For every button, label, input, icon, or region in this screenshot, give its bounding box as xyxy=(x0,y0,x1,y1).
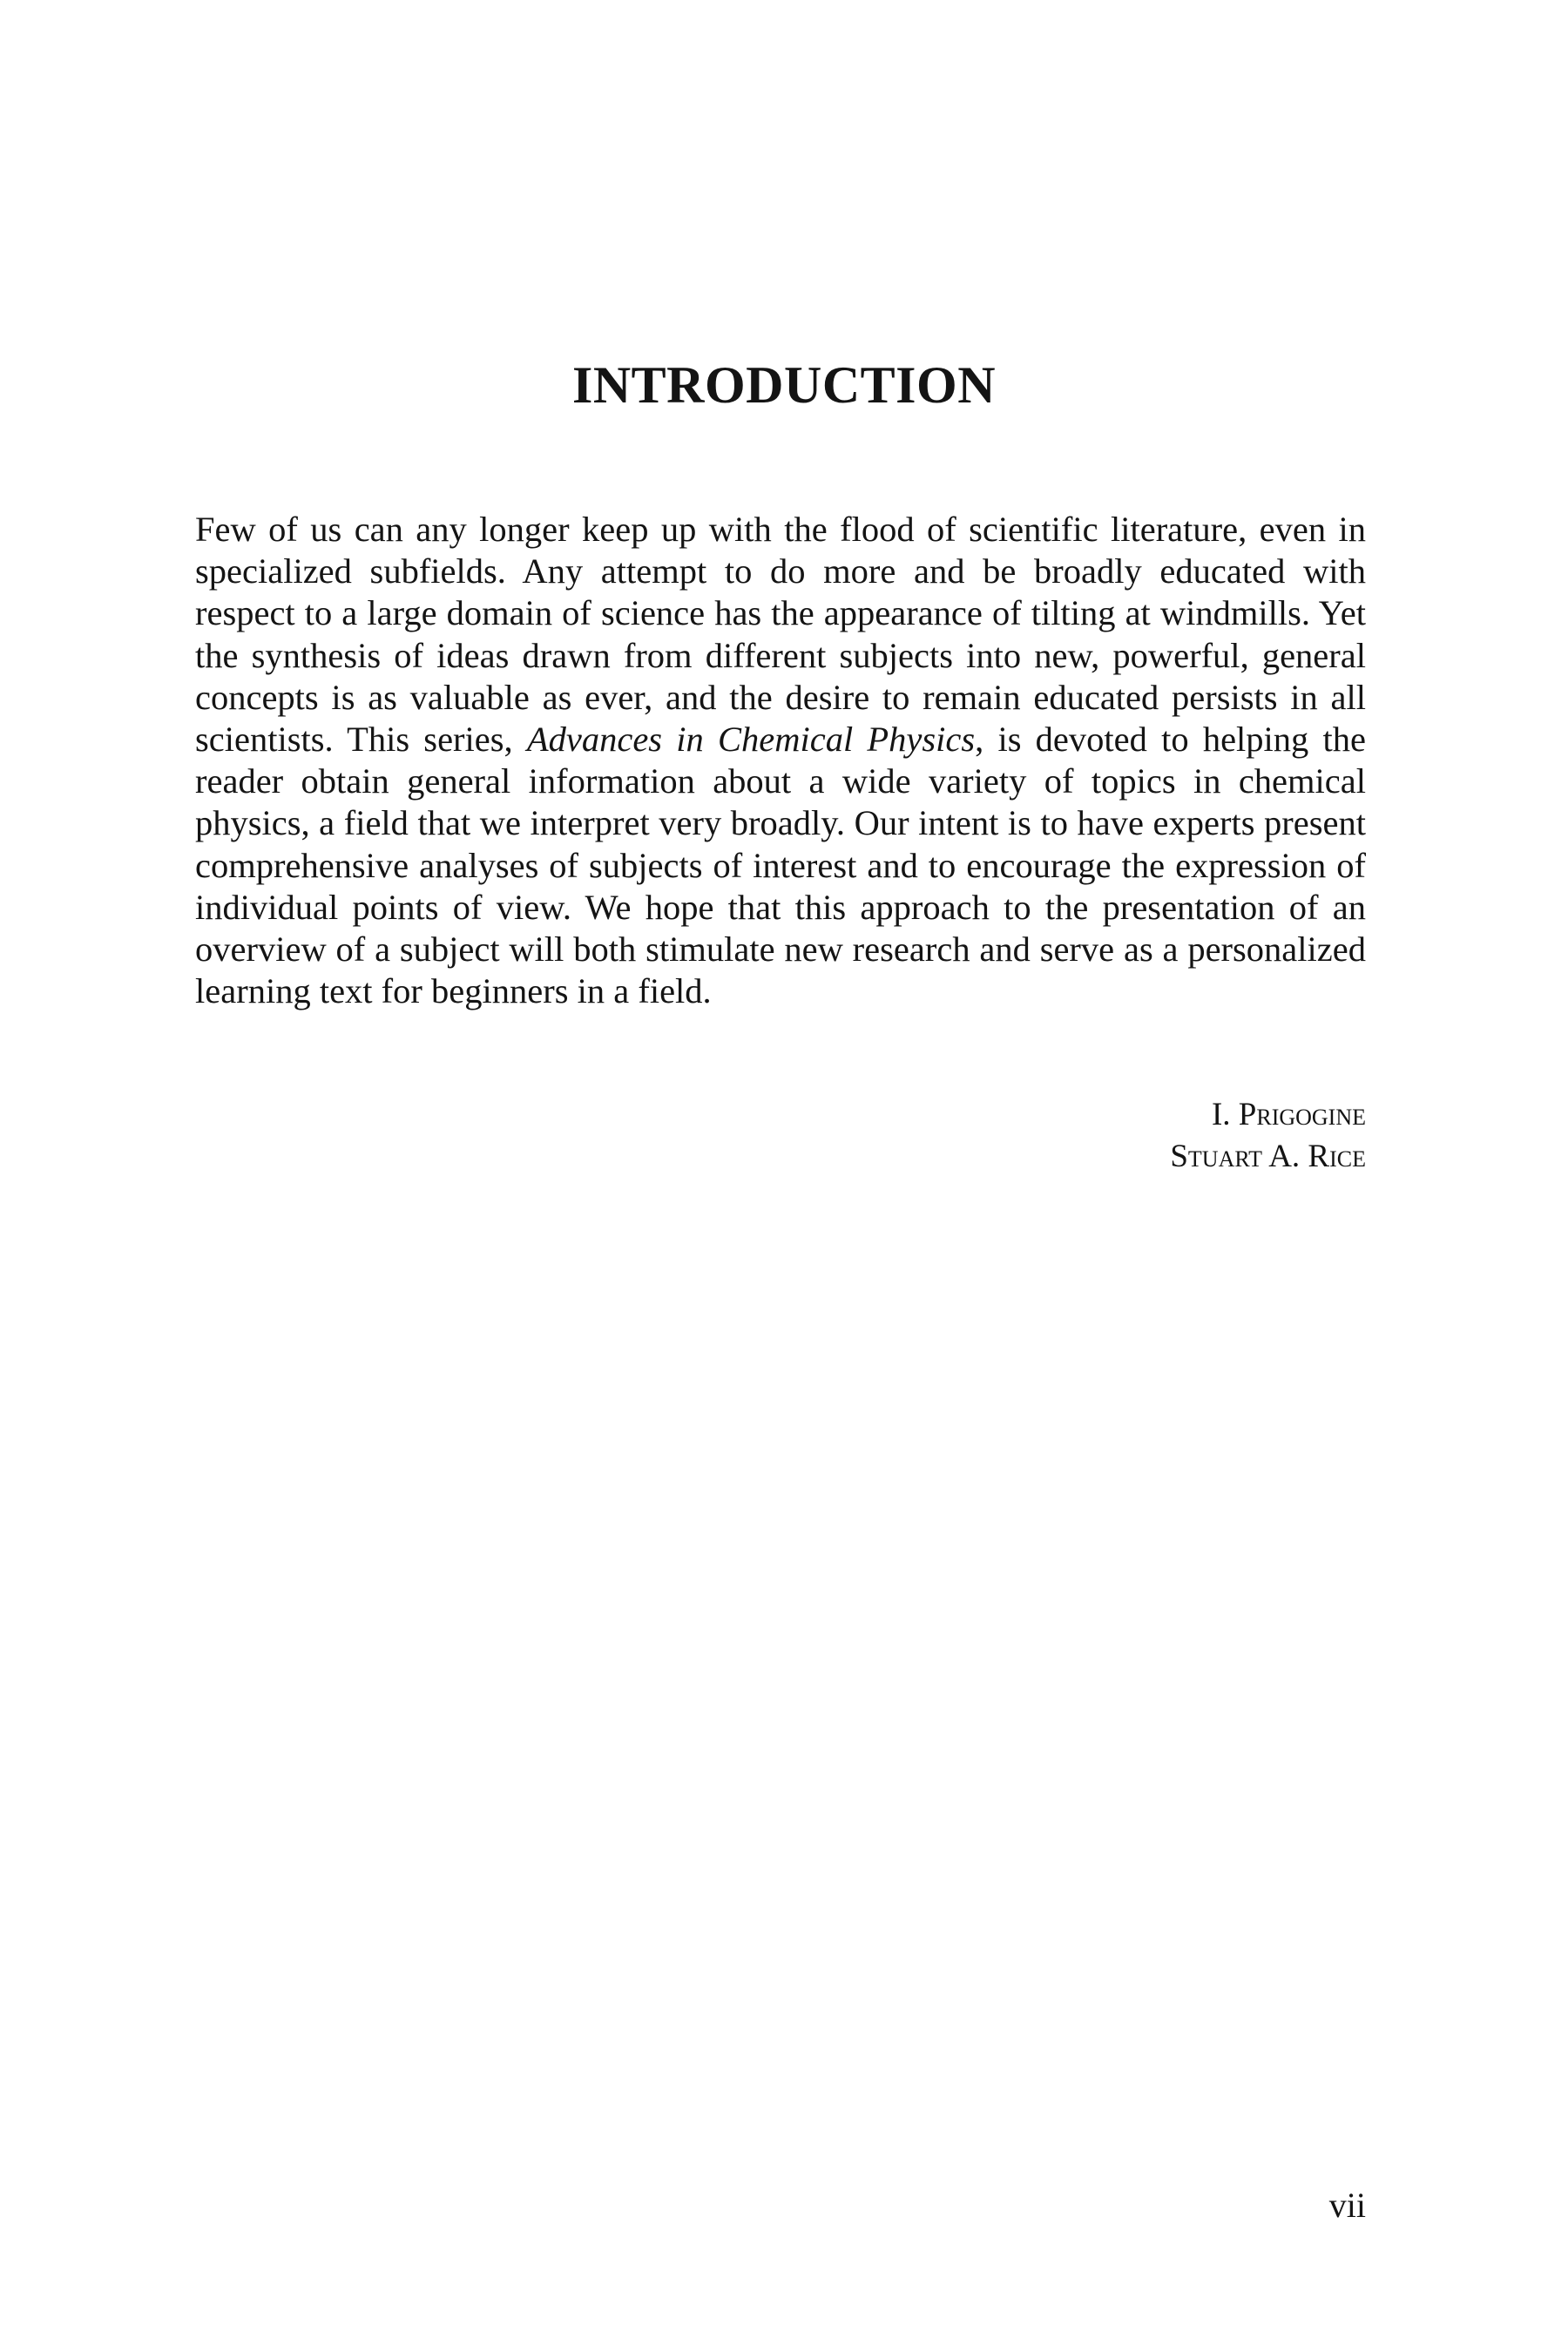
paragraph-text-part-2: , is devoted to helping the reader obtain general information about a wide variety of topics in chemical physics, a field that we interpret very broadly. Our intent is to have experts present comprehensive analyses of subjects of interest and to encourage the expression of individual points of view. We hope that this approach to the presentation of an overview of a subject will both stimulate new research and serve as a personalized learning text for beginners in a field. xyxy=(195,720,1366,1011)
paragraph-text-part-1: Few of us can any longer keep up with the flood of scientific literature, even in specialized subfields. Any attempt to do more and be broadly educated with respect to a large domain of science has the appearance of tilting at windmills. Yet the synthesis of ideas drawn from different subjects into new, powerful, general concepts is as valuable as ever, and the desire to remain educated persists in all scientists. This series, xyxy=(195,510,1366,760)
page-title: INTRODUCTION xyxy=(571,356,997,414)
signature-prigogine: I. Prigogine xyxy=(1211,1097,1366,1132)
page-number: vii xyxy=(1328,2186,1366,2225)
signature-block xyxy=(871,1094,1366,1178)
series-title: Advances in Chemical Physics xyxy=(526,720,976,760)
introduction-paragraph xyxy=(195,509,1366,1012)
signature-rice: Stuart A. Rice xyxy=(1170,1139,1366,1174)
